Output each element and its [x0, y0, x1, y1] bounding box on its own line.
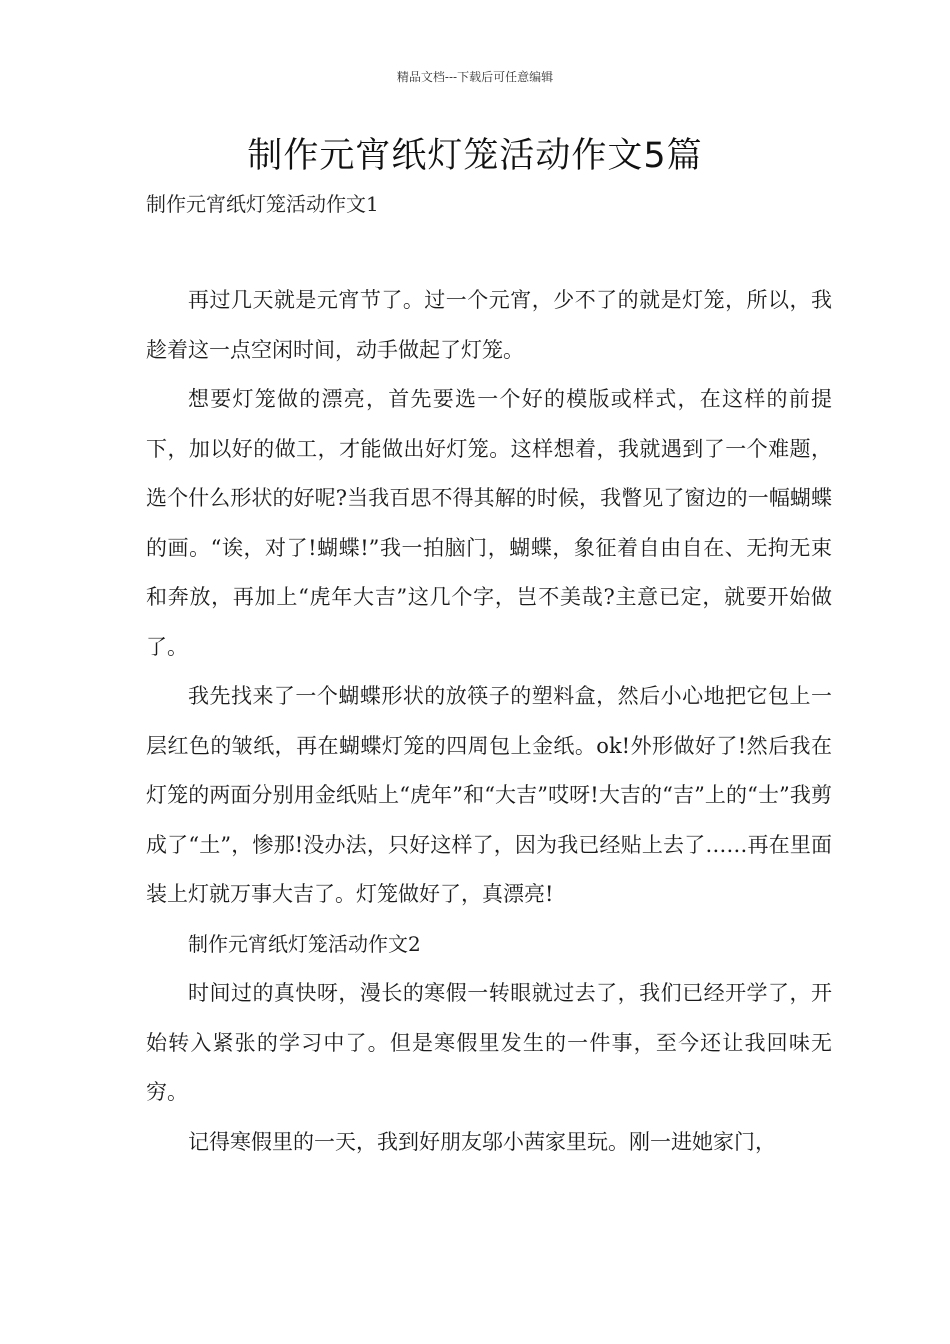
essay-2-paragraph: 时间过的真快呀，漫长的寒假一转眼就过去了，我们已经开学了，开始转入紧张的学习中了。但是寒假里发生的一件事，至今还让我回味无穷。 [146, 981, 832, 1104]
essay-1-paragraph: 再过几天就是元宵节了。过一个元宵，少不了的就是灯笼，所以，我趁着这一点空闲时间，动手做起了灯笼。 [146, 288, 832, 362]
essay-2-subtitle: 制作元宵纸灯笼活动作文2 [188, 931, 421, 956]
essay-1-body [146, 276, 832, 1167]
header-note: 精品文档---下载后可任意编辑 [396, 70, 554, 84]
essay-2-paragraph: 记得寒假里的一天，我到好朋友邬小茜家里玩。刚一进她家门， [188, 1129, 776, 1154]
essay-1-subtitle: 制作元宵纸灯笼活动作文1 [146, 192, 379, 216]
document-title: 制作元宵纸灯笼活动作文5篇 [247, 136, 703, 176]
essay-1-paragraph: 想要灯笼做的漂亮，首先要选一个好的模版或样式，在这样的前提下，加以好的做工，才能做出好灯笼。这样想着，我就遇到了一个难题，选个什么形状的好呢?当我百思不得其解的时候，我瞥见了窗边的一幅蝴蝶的画。“诶，对了!蝴蝶!”我一拍脑门，蝴蝶，象征着自由自在、无拘无束和奔放，再加上“虎年大吉”这几个字，岂不美哉?主意已定，就要开始做了。 [146, 387, 832, 659]
essay-1-paragraph: 我先找来了一个蝴蝶形状的放筷子的塑料盒，然后小心地把它包上一层红色的皱纸，再在蝴蝶灯笼的四周包上金纸。ok!外形做好了!然后我在灯笼的两面分别用金纸贴上“虎年”和“大吉”哎呀!大吉的“吉”上的“士”我剪成了“土”，惨那!没办法，只好这样了，因为我已经贴上去了……再在里面装上灯就万事大吉了。灯笼做好了，真漂亮! [146, 684, 832, 906]
